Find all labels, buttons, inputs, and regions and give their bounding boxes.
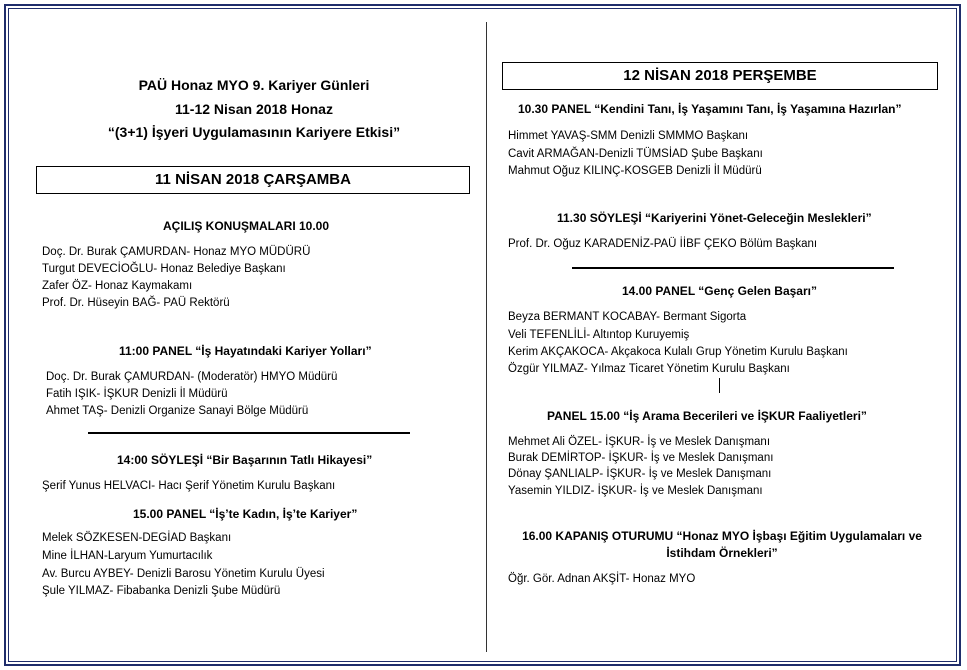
speaker: Cavit ARMAĞAN-Denizli TÜMSİAD Şube Başkanı <box>508 148 763 160</box>
speaker: Melek SÖZKESEN-DEGİAD Başkanı <box>42 532 232 544</box>
day2-session3-title: 14.00 PANEL “Genç Gelen Başarı” <box>622 284 817 298</box>
speaker: Turgut DEVECİOĞLU- Honaz Belediye Başkanı <box>42 263 286 275</box>
speaker: Burak DEMİRTOP- İŞKUR- İş ve Meslek Danışmanı <box>508 452 774 464</box>
day1-session1-title: AÇILIŞ KONUŞMALARI 10.00 <box>163 219 330 233</box>
day1-session2-title: 11:00 PANEL “İş Hayatındaki Kariyer Yolları” <box>119 344 372 358</box>
separator-rule <box>88 432 410 434</box>
speaker: Ahmet TAŞ- Denizli Organize Sanayi Bölge Müdürü <box>46 405 309 417</box>
separator-rule <box>572 267 894 269</box>
speaker: Mine İLHAN-Laryum Yumurtacılık <box>42 550 213 562</box>
speaker: Mahmut Oğuz KILINÇ-KOSGEB Denizli İl Müdürü <box>508 165 762 177</box>
speaker: Veli TEFENLİLİ- Altıntop Kuruyemiş <box>508 329 690 341</box>
speaker: Zafer ÖZ- Honaz Kaymakamı <box>42 280 193 292</box>
speaker: Yasemin YILDIZ- İŞKUR- İş ve Meslek Danışmanı <box>508 485 763 497</box>
day2-session1-title: 10.30 PANEL “Kendini Tanı, İş Yaşamını Tanı, İş Yaşamına Hazırlan” <box>518 102 902 116</box>
day2-session4-title: PANEL 15.00 “İş Arama Becerileri ve İŞKUR Faaliyetleri” <box>547 409 867 423</box>
speaker: Beyza BERMANT KOCABAY- Bermant Sigorta <box>508 311 747 323</box>
speaker: Doç. Dr. Burak ÇAMURDAN- Honaz MYO MÜDÜRÜ <box>42 246 311 258</box>
day2-title-box: 12 NİSAN 2018 PERŞEMBE <box>502 62 938 90</box>
event-dates: 11-12 Nisan 2018 Honaz <box>175 101 333 117</box>
event-theme: “(3+1) İşyeri Uygulamasının Kariyere Etkisi” <box>107 124 401 140</box>
day1-session3-title: 14:00 SÖYLEŞİ “Bir Başarının Tatlı Hikayesi” <box>117 453 373 467</box>
day2-session2-title: 11.30 SÖYLEŞİ “Kariyerini Yönet-Geleceğin Meslekleri” <box>557 211 872 225</box>
day1-session4-title: 15.00 PANEL “İş’te Kadın, İş’te Kariyer” <box>133 507 358 521</box>
day2-session5-title: 16.00 KAPANIŞ OTURUMU “Honaz MYO İşbaşı Eğitim Uygulamaları ve <box>522 529 922 543</box>
day2-session5-title-cont: İstihdam Örnekleri” <box>666 546 778 560</box>
speaker: Prof. Dr. Hüseyin BAĞ- PAÜ Rektörü <box>42 297 230 309</box>
speaker: Doç. Dr. Burak ÇAMURDAN- (Moderatör) HMYO Müdürü <box>46 371 338 383</box>
event-title: PAÜ Honaz MYO 9. Kariyer Günleri <box>138 77 370 93</box>
speaker: Av. Burcu AYBEY- Denizli Barosu Yönetim Kurulu Üyesi <box>42 568 325 580</box>
speaker: Dönay ŞANLIALP- İŞKUR- İş ve Meslek Danışmanı <box>508 468 772 480</box>
day1-title-box: 11 NİSAN 2018 ÇARŞAMBA <box>36 166 470 194</box>
text-cursor <box>719 378 720 393</box>
speaker: Mehmet Ali ÖZEL- İŞKUR- İş ve Meslek Danışmanı <box>508 436 771 448</box>
column-divider <box>486 22 487 652</box>
speaker: Şule YILMAZ- Fibabanka Denizli Şube Müdürü <box>42 585 281 597</box>
speaker: Kerim AKÇAKOCA- Akçakoca Kulalı Grup Yönetim Kurulu Başkanı <box>508 346 848 358</box>
speaker: Şerif Yunus HELVACI- Hacı Şerif Yönetim Kurulu Başkanı <box>42 480 336 492</box>
speaker: Fatih IŞIK- İŞKUR Denizli İl Müdürü <box>46 388 228 400</box>
speaker: Himmet YAVAŞ-SMM Denizli SMMMO Başkanı <box>508 130 749 142</box>
speaker: Özgür YILMAZ- Yılmaz Ticaret Yönetim Kurulu Başkanı <box>508 363 790 375</box>
speaker: Prof. Dr. Oğuz KARADENİZ-PAÜ İİBF ÇEKO Bölüm Başkanı <box>508 238 818 250</box>
speaker: Öğr. Gör. Adnan AKŞİT- Honaz MYO <box>508 573 696 585</box>
